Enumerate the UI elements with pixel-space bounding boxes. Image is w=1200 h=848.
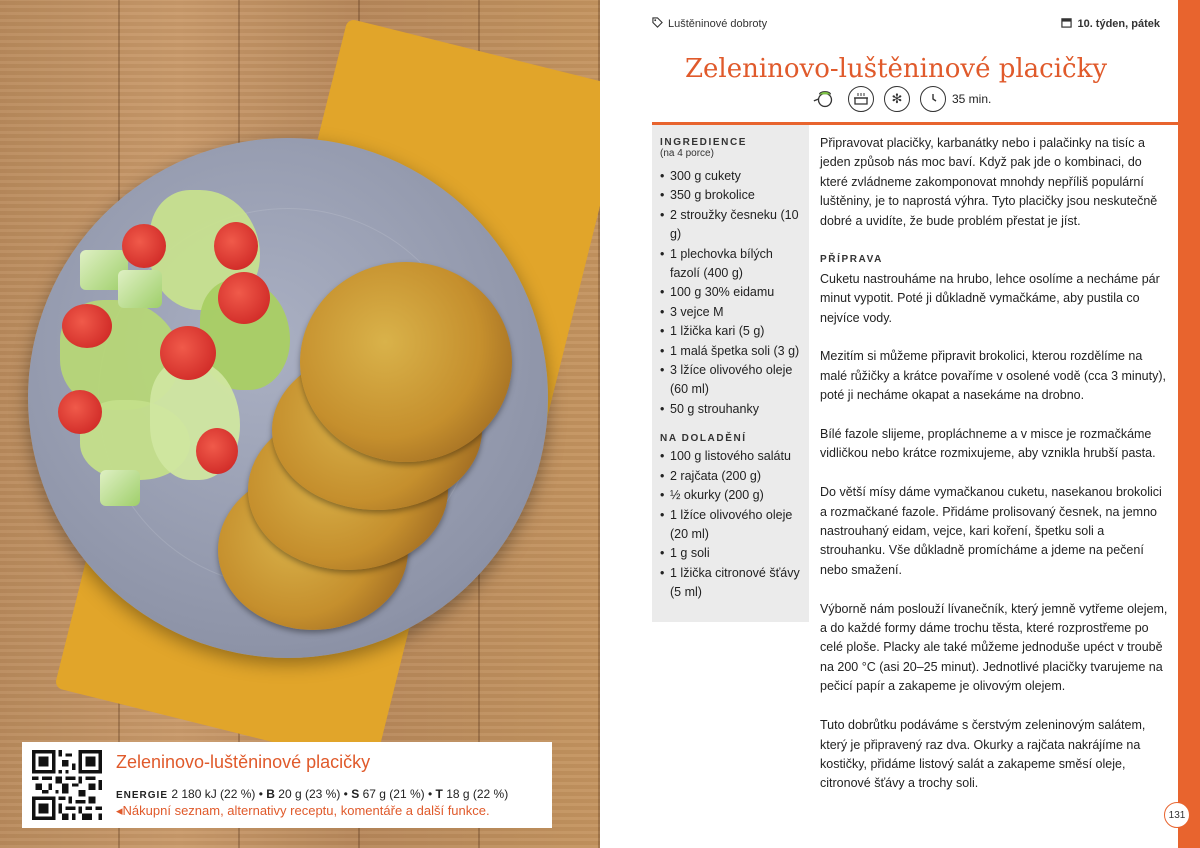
step-paragraph: Cuketu nastrouháme na hrubo, lehce osolíme a necháme pár minut vypotit. Poté ji důkladně vymačkáme, aby pustila co nejvíce vody. — [820, 271, 1160, 325]
snowflake-icon: ✻ — [884, 86, 910, 112]
fat-value: 18 g (22 %) — [446, 786, 509, 801]
date-label: 10. týden, pátek — [1077, 18, 1160, 30]
caption-link[interactable]: ◂Nákupní seznam, alternativy receptu, komentáře a další funkce. — [116, 802, 490, 818]
tomato — [62, 304, 112, 348]
step-paragraph: Výborně nám poslouží lívanečník, který jemně vytřeme olejem, a do každé formy dáme trochu těsta, které rozprostřeme po celé ploše. Placky ale také můžeme jednoduše upéct v troubě na 200 °C (asi 20–25 minut). Jednotlivé placičky tvarujeme na pečicí papír a zakapeme je olivovým olejem. — [820, 601, 1168, 694]
date-header — [1061, 17, 1160, 31]
category-header — [652, 17, 767, 31]
finish-heading: NA DOLADĚNÍ — [660, 433, 747, 445]
fat-label: T — [435, 786, 443, 801]
list-item: • 1 plechovka bílých fazolí (400 g) — [660, 245, 801, 284]
recipe-text — [820, 134, 1170, 813]
ingredients-heading: INGREDIENCE — [660, 137, 748, 148]
list-item: • ½ okurky (200 g) — [660, 486, 801, 505]
list-item: • 3 vejce M — [660, 303, 801, 322]
step-paragraph: Bílé fazole slijeme, propláchneme a v misce je rozmačkáme vidličkou nebo krátce rozmixujeme, aby vznikla hrubší pasta. — [820, 427, 1156, 461]
energy-label: ENERGIE — [116, 789, 169, 801]
recipe-icons — [812, 86, 991, 112]
tomato — [160, 326, 216, 380]
triangle-left-icon: ◂ — [116, 802, 123, 818]
list-item: • 1 lžička citronové šťávy (5 ml) — [660, 564, 801, 603]
list-item: • 300 g cukety — [660, 167, 801, 186]
list-item: • 2 stroužky česneku (10 g) — [660, 206, 801, 245]
tomato — [214, 222, 258, 270]
tomato — [58, 390, 102, 434]
nutrition-line: ENERGIE 2 180 kJ (22 %) • B 20 g (23 %) • S 67 g (21 %) • T 18 g (22 %) — [116, 786, 509, 801]
tomato — [196, 428, 238, 474]
clock-icon — [920, 86, 946, 112]
tomato — [218, 272, 270, 324]
cucumber — [100, 470, 140, 506]
ingredients-list — [660, 167, 801, 419]
step-paragraph: Do větší mísy dáme vymačkanou cuketu, nasekanou brokolici a rozmačkané fazole. Přidáme prolisovaný česnek, na jemno nastrouhaný eidam, vejce, kari koření, špetku soli a strouhanku. Vše důkladně promícháme a jdeme na pečení nebo smažení. — [820, 485, 1162, 577]
list-item: • 100 g listového salátu — [660, 447, 801, 466]
side-stripe — [1178, 0, 1200, 848]
ingredients-panel — [652, 125, 809, 622]
preparation-heading: PŘÍPRAVA — [820, 254, 883, 266]
protein-value: 20 g (23 %) — [278, 786, 341, 801]
qr-code-icon[interactable] — [32, 750, 102, 820]
carbs-label: S — [351, 786, 360, 801]
prep-time: 35 min. — [952, 92, 992, 106]
list-item: • 1 g soli — [660, 544, 801, 563]
category-label: Luštěninové dobroty — [668, 18, 768, 30]
tag-icon — [652, 17, 663, 31]
list-item: • 100 g 30% eidamu — [660, 283, 801, 302]
list-item: • 1 lžička kari (5 g) — [660, 322, 801, 341]
list-item: • 50 g strouhanky — [660, 400, 801, 419]
tomato — [122, 224, 166, 268]
protein-label: B — [266, 786, 275, 801]
list-item: • 2 rajčata (200 g) — [660, 467, 801, 486]
list-item: • 1 lžíce olivového oleje (20 ml) — [660, 506, 801, 545]
list-item: • 350 g brokolice — [660, 186, 801, 205]
finish-list — [660, 447, 801, 602]
cucumber — [118, 270, 162, 308]
energy-value: 2 180 kJ (22 %) — [171, 786, 256, 801]
page-number: 131 — [1164, 802, 1190, 828]
photo-caption — [22, 742, 552, 828]
list-item: • 3 lžíce olivového oleje (60 ml) — [660, 361, 801, 400]
pancake — [300, 262, 512, 462]
calendar-icon — [1061, 17, 1072, 31]
list-item: • 1 malá špetka soli (3 g) — [660, 342, 801, 361]
portions-note: (na 4 porce) — [660, 148, 714, 159]
chef-icon — [812, 86, 838, 112]
recipe-page — [600, 0, 1200, 848]
pot-icon — [848, 86, 874, 112]
intro-paragraph: Připravovat placičky, karbanátky nebo i palačinky na tisíc a jeden způsob nás moc baví. Když pak jde o kombinaci, do které zvládneme zakomponovat mnohdy nepříliš populární luštěniny, je to naprostá výhra. Tyto placičky jsou neskutečně dobré a uvidíte, že bude problém přestat je jíst. — [820, 136, 1158, 228]
step-paragraph: Mezitím si můžeme připravit brokolici, kterou rozdělíme na malé růžičky a krátce povaříme v osolené vodě (cca 3 minuty), poté ji necháme okapat a nasekáme na drobno. — [820, 349, 1166, 403]
carbs-value: 67 g (21 %) — [362, 786, 425, 801]
step-paragraph: Tuto dobrůtku podáváme s čerstvým zeleninovým salátem, který je připravený raz dva. Okurky a rajčata nakrájíme na kostičky, přidáme listový salát a zakapeme směsí oleje, citronové šťávy a trochy soli. — [820, 718, 1146, 791]
recipe-title: Zeleninovo-luštěninové placičky — [684, 54, 1108, 84]
caption-title: Zeleninovo-luštěninové placičky — [116, 751, 371, 772]
